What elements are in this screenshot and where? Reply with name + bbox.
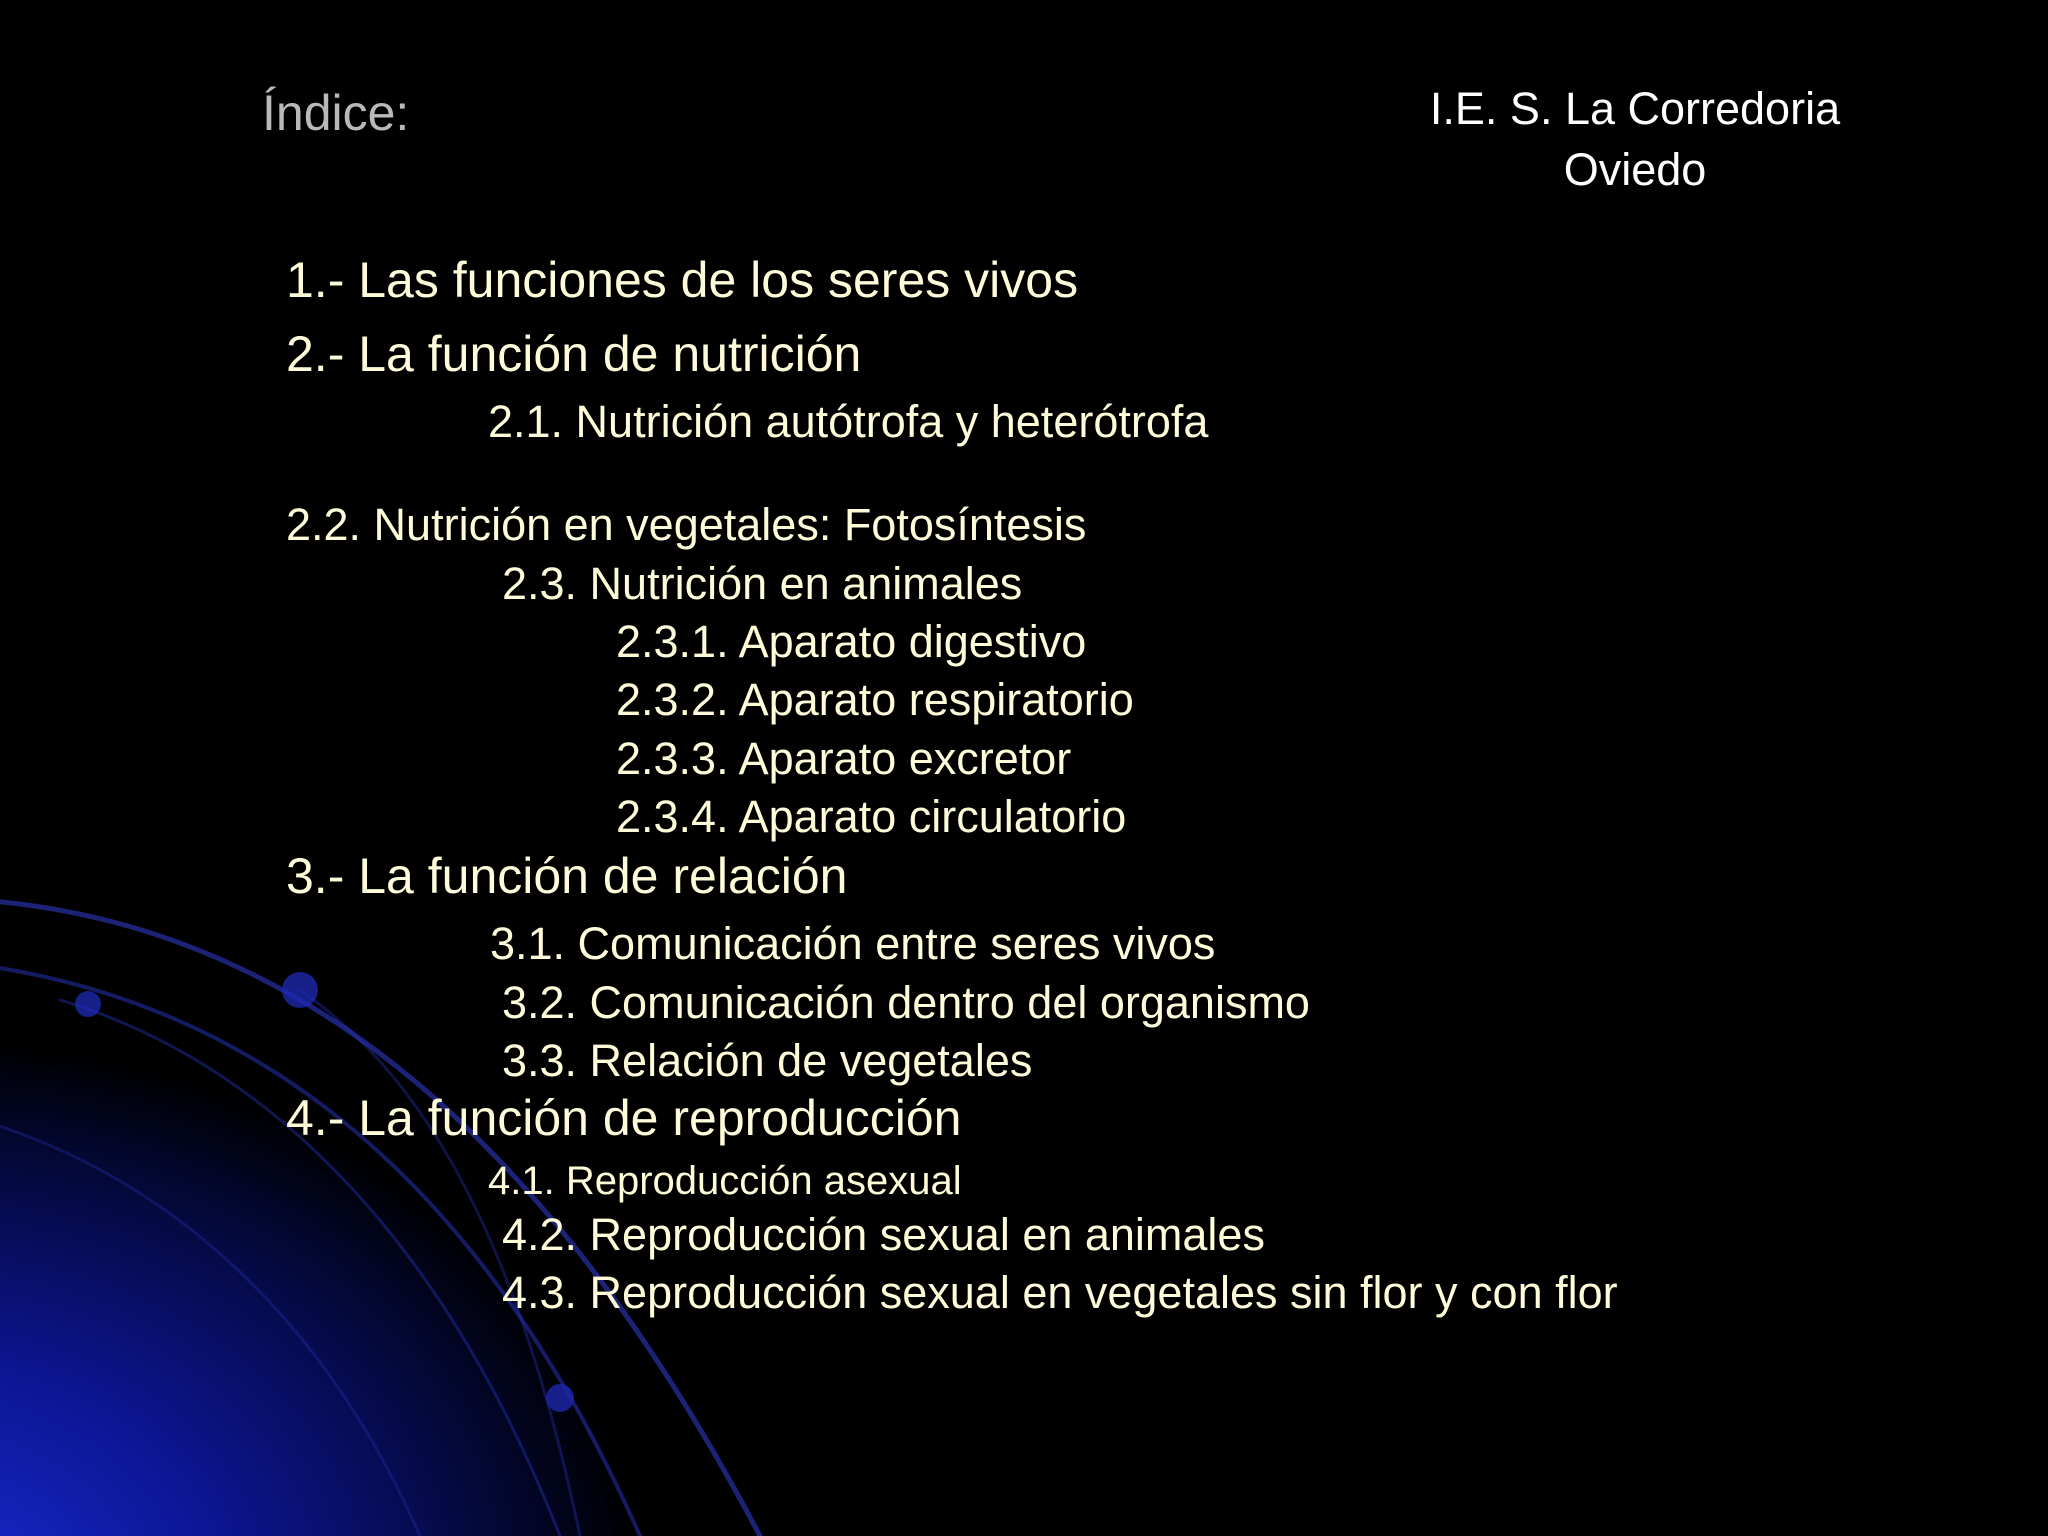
- index-item-3-2: 3.2. Comunicación dentro del organismo: [502, 977, 1310, 1028]
- index-item-4-3: 4.3. Reproducción sexual en vegetales sin flor y con flor: [502, 1267, 1618, 1318]
- index-item-2-3-4: 2.3.4. Aparato circulatorio: [616, 791, 1127, 842]
- index-item-1: 1.- Las funciones de los seres vivos: [286, 252, 1079, 308]
- index-item-4-2: 4.2. Reproducción sexual en animales: [502, 1209, 1265, 1260]
- index-item-2: 2.- La función de nutrición: [286, 326, 862, 382]
- index-item-4-1: 4.1. Reproducción asexual: [488, 1159, 962, 1203]
- slide-title: Índice:: [262, 85, 410, 141]
- index-item-2-1: 2.1. Nutrición autótrofa y heterótrofa: [488, 396, 1209, 447]
- index-item-2-3-3: 2.3.3. Aparato excretor: [616, 733, 1072, 784]
- index-item-2-3-1: 2.3.1. Aparato digestivo: [616, 616, 1087, 667]
- index-item-4: 4.- La función de reproducción: [286, 1090, 962, 1146]
- school-city-line: Oviedo: [1563, 144, 1707, 195]
- index-item-3: 3.- La función de relación: [286, 848, 848, 904]
- index-item-2-3: 2.3. Nutrición en animales: [502, 558, 1023, 609]
- school-name-line: I.E. S. La Corredoria: [1429, 83, 1841, 134]
- index-item-2-2: 2.2. Nutrición en vegetales: Fotosíntesis: [286, 499, 1087, 550]
- index-item-2-3-2: 2.3.2. Aparato respiratorio: [616, 674, 1134, 725]
- index-item-3-1: 3.1. Comunicación entre seres vivos: [490, 918, 1216, 969]
- school-name: [1300, 78, 1970, 200]
- index-item-3-3: 3.3. Relación de vegetales: [502, 1035, 1033, 1086]
